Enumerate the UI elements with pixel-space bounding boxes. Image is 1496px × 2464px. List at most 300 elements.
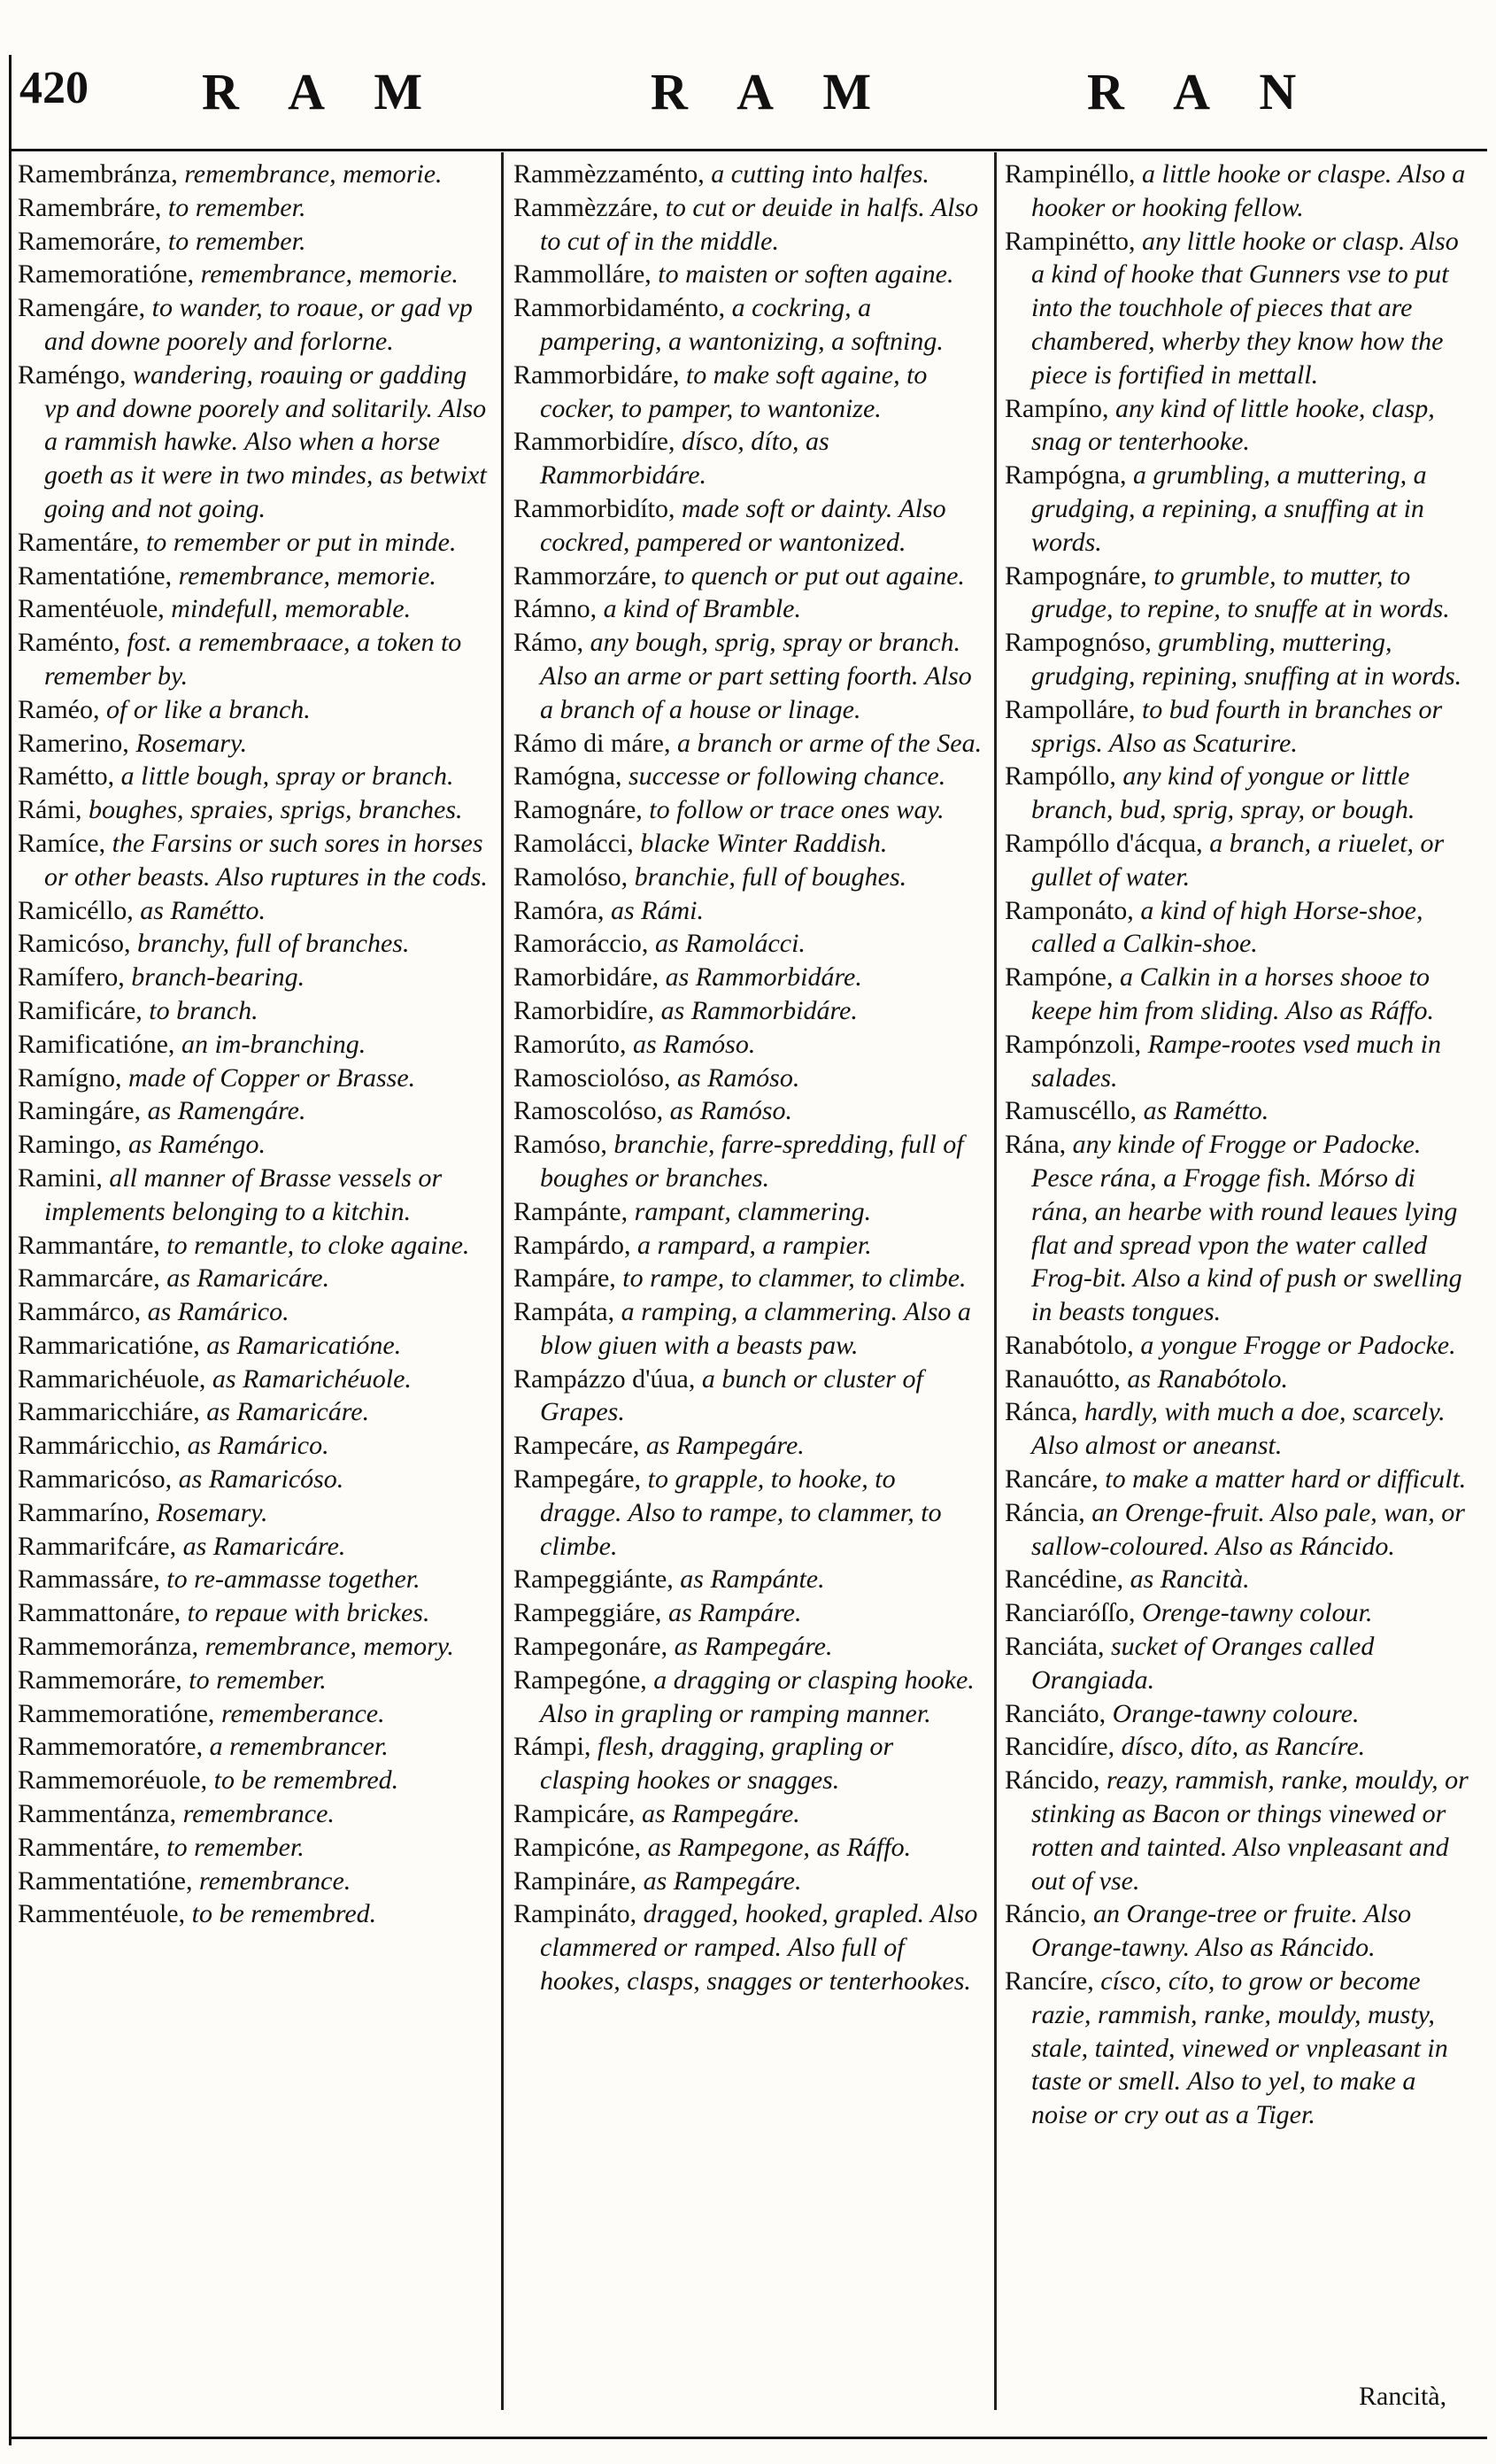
entry-headword: Rámpi,	[513, 1732, 591, 1762]
entry-definition: an Orange-tree or fruite. Also Orange-tawny. Also as Ráncido.	[1031, 1899, 1412, 1963]
running-head-left: R A M	[202, 63, 443, 120]
dictionary-entry	[1005, 961, 1478, 1028]
entry-headword: Rammassáre,	[18, 1564, 160, 1595]
entry-headword: Ráncio,	[1005, 1899, 1087, 1929]
entry-definition: to remantle, to cloke againe.	[159, 1230, 470, 1260]
entry-definition: a kind of Bramble.	[597, 594, 801, 624]
entry-definition: císco, cíto, to grow or become razie, rammish, ranke, mouldy, musty, stale, tainted, vinewed or vnpleasant in taste or smell. Also to yel, to make a noise or cry out as a Tiger.	[1031, 1966, 1448, 2130]
running-head-center: R A M	[651, 63, 891, 120]
dictionary-entry	[18, 1530, 491, 1564]
entry-definition: a kind of high Horse-shoe, called a Calkin-shoe.	[1031, 895, 1423, 959]
dictionary-entry	[513, 1630, 983, 1664]
dictionary-entry	[18, 1831, 491, 1865]
entry-definition: sucket of Oranges called Orangiada.	[1031, 1632, 1375, 1695]
dictionary-entry	[18, 693, 491, 727]
dictionary-entry	[18, 1329, 491, 1363]
dictionary-entry	[1005, 1764, 1478, 1897]
dictionary-entry	[513, 1295, 983, 1363]
entry-definition: to rampe, to clammer, to climbe.	[615, 1263, 967, 1294]
entry-definition: rememberance.	[214, 1698, 385, 1728]
entry-headword: Rammáricchio,	[18, 1431, 181, 1461]
entry-definition: as Rammorbidáre.	[654, 995, 858, 1025]
entry-headword: Rampináto,	[513, 1899, 637, 1929]
entry-headword: Ramentatióne,	[18, 560, 173, 591]
entry-headword: Ramóra,	[513, 895, 605, 925]
entry-headword: Ramicóso,	[18, 929, 131, 959]
dictionary-entry	[1005, 1329, 1478, 1363]
entry-headword: Rampecáre,	[513, 1431, 640, 1461]
entry-headword: Rampegóne,	[513, 1665, 647, 1695]
catchword: Rancità,	[1359, 2382, 1447, 2411]
entry-definition: as Rampegáre.	[636, 1865, 802, 1896]
dictionary-entry	[18, 1094, 491, 1128]
entry-definition: a remembrancer.	[203, 1732, 389, 1762]
entry-definition: dragged, hooked, grapled. Also clammered or ramped. Also full of hookes, clasps, snagges or tenterhookes.	[540, 1899, 978, 1997]
entry-headword: Ramentáre,	[18, 527, 140, 557]
entry-headword: Rammaricóso,	[18, 1464, 173, 1495]
entry-definition: dísco, díto, as Rancíre.	[1114, 1732, 1366, 1762]
entry-definition: made of Copper or Brasse.	[121, 1062, 416, 1093]
header-rule	[9, 149, 1487, 151]
entry-headword: Rámi,	[18, 795, 82, 825]
entry-headword: Rammentánza,	[18, 1799, 177, 1829]
entry-definition: to make a matter hard or difficult.	[1098, 1464, 1467, 1495]
entry-headword: Ránca,	[1005, 1397, 1078, 1427]
dictionary-entry	[513, 1229, 983, 1263]
entry-headword: Ramentéuole,	[18, 594, 165, 624]
dictionary-entry	[513, 626, 983, 726]
entry-headword: Rammemoránza,	[18, 1632, 199, 1662]
running-head-right: R A N	[1087, 63, 1316, 120]
dictionary-entry	[18, 927, 491, 961]
dictionary-entry	[18, 258, 491, 291]
entry-headword: Rampárdo,	[513, 1230, 631, 1260]
dictionary-entry	[513, 1865, 983, 1898]
dictionary-entry	[18, 994, 491, 1028]
entry-definition: remembrance, memorie.	[172, 560, 436, 591]
entry-headword: Rampeggiáre,	[513, 1598, 662, 1628]
entry-definition: a Calkin in a horses shooe to keepe him from sliding. Also as Ráffo.	[1031, 962, 1434, 1025]
page-border-left	[9, 55, 12, 2445]
dictionary-entry	[18, 1730, 491, 1764]
entry-headword: Rammantáre,	[18, 1230, 160, 1260]
entry-headword: Ramemoráre,	[18, 226, 162, 256]
entry-definition: mindefull, memorable.	[164, 594, 412, 624]
entry-headword: Ramembráre,	[18, 192, 162, 222]
dictionary-entry	[1005, 1965, 1478, 2132]
entry-headword: Raméngo,	[18, 359, 127, 390]
entry-headword: Rampóllo d'ácqua,	[1005, 828, 1203, 858]
entry-headword: Rampázzo d'úua,	[513, 1363, 696, 1394]
entry-definition: branchy, full of branches.	[130, 929, 410, 959]
column-divider-2	[994, 152, 997, 2410]
dictionary-entry	[513, 1028, 983, 1062]
entry-headword: Rampinéllo,	[1005, 159, 1136, 189]
dictionary-entry	[18, 1062, 491, 1095]
entry-headword: Rampognóso,	[1005, 628, 1152, 658]
entry-headword: Rammaricchiáre,	[18, 1397, 200, 1427]
dictionary-entry	[18, 626, 491, 693]
entry-definition: to maisten or soften againe.	[651, 259, 954, 290]
entry-headword: Rampognáre,	[1005, 560, 1147, 591]
entry-headword: Ramíce,	[18, 828, 106, 858]
entry-headword: Rammemoréuole,	[18, 1765, 208, 1796]
entry-definition: as Ramaricáre.	[159, 1263, 330, 1294]
dictionary-entry	[1005, 693, 1478, 761]
entry-definition: to remember or put in minde.	[139, 527, 457, 557]
dictionary-entry	[1005, 158, 1478, 225]
entry-headword: Ráncido,	[1005, 1765, 1100, 1796]
entry-headword: Rammèzzaménto,	[513, 159, 705, 189]
entry-headword: Rammemoratóre,	[18, 1732, 204, 1762]
entry-definition: to bud fourth in branches or sprigs. Also as Scaturire.	[1031, 694, 1443, 758]
dictionary-entry	[513, 861, 983, 894]
entry-definition: as Ramétto.	[1137, 1096, 1269, 1126]
dictionary-entry	[18, 1563, 491, 1596]
entry-definition: made soft or dainty. Also cockred, pampered or wantonized.	[540, 493, 946, 557]
dictionary-entry	[1005, 1697, 1478, 1731]
dictionary-entry	[513, 560, 983, 593]
entry-definition: as Ramarichéuole.	[205, 1363, 412, 1394]
dictionary-entry	[1005, 1128, 1478, 1329]
entry-definition: as Rámi.	[604, 895, 704, 925]
entry-headword: Rammárco,	[18, 1297, 142, 1327]
entry-definition: as Ramóso.	[663, 1096, 793, 1126]
dictionary-entry	[513, 1195, 983, 1229]
dictionary-entry	[18, 560, 491, 593]
dictionary-entry	[18, 1596, 491, 1630]
entry-definition: as Ramaricáre.	[199, 1397, 370, 1427]
dictionary-entry	[18, 592, 491, 626]
column-1	[18, 158, 491, 1931]
dictionary-entry	[18, 526, 491, 560]
entry-definition: a branch, a riuelet, or gullet of water.	[1031, 828, 1445, 892]
entry-definition: a bunch or cluster of Grapes.	[540, 1363, 923, 1427]
entry-headword: Ramorbidáre,	[513, 962, 659, 993]
dictionary-entry	[18, 1229, 491, 1263]
entry-headword: Rammaricatióne,	[18, 1330, 200, 1360]
entry-headword: Rammentáre,	[18, 1832, 160, 1862]
dictionary-entry	[18, 827, 491, 894]
dictionary-entry	[513, 1429, 983, 1463]
entry-definition: remembrance, memory.	[198, 1632, 454, 1662]
entry-headword: Rammorbidíre,	[513, 427, 675, 457]
entry-headword: Rampináre,	[513, 1865, 637, 1896]
entry-headword: Ramorbidíre,	[513, 995, 655, 1025]
entry-definition: Orange-tawny coloure.	[1106, 1698, 1360, 1728]
dictionary-entry	[18, 894, 491, 928]
entry-definition: Rampe-rootes vsed much in salades.	[1031, 1029, 1441, 1093]
entry-headword: Rammentéuole,	[18, 1899, 186, 1929]
entry-definition: a ramping, a clammering. Also a blow giuen with a beasts paw.	[540, 1297, 971, 1360]
dictionary-entry	[18, 793, 491, 827]
entry-headword: Ramolácci,	[513, 828, 634, 858]
dictionary-entry	[18, 1429, 491, 1463]
column-divider-1	[501, 152, 504, 2410]
dictionary-entry	[513, 827, 983, 861]
column-2	[513, 158, 983, 1998]
entry-definition: as Rampegáre.	[667, 1632, 833, 1662]
entry-definition: a yongue Frogge or Padocke.	[1133, 1330, 1456, 1360]
dictionary-entry	[18, 1162, 491, 1229]
entry-definition: branchie, full of boughes.	[628, 861, 907, 892]
entry-definition: any kinde of Frogge or Padocke. Pesce rána, a Frogge fish. Mórso di rána, an hearbe with round leaues lying flat and spread vpon the water called Frog-bit. Also a kind of push or swelling in beasts tongues.	[1031, 1130, 1462, 1327]
dictionary-entry	[513, 359, 983, 426]
entry-headword: Ramígno,	[18, 1062, 122, 1093]
entry-headword: Ranciáta,	[1005, 1632, 1105, 1662]
dictionary-entry	[18, 291, 491, 359]
dictionary-entry	[513, 1563, 983, 1596]
entry-definition: as Rancità.	[1123, 1564, 1250, 1595]
entry-headword: Ráncia,	[1005, 1497, 1085, 1527]
entry-headword: Rammorbidíto,	[513, 493, 675, 523]
dictionary-entry	[1005, 1363, 1478, 1396]
entry-definition: as Ramétto.	[133, 895, 266, 925]
entry-headword: Ramificatióne,	[18, 1029, 175, 1059]
dictionary-entry	[1005, 760, 1478, 827]
entry-definition: as Rampánte.	[673, 1564, 825, 1595]
dictionary-entry	[513, 291, 983, 359]
entry-headword: Ramoscolóso,	[513, 1096, 664, 1126]
column-3	[1005, 158, 1478, 2132]
entry-definition: to follow or trace ones way.	[642, 795, 945, 825]
dictionary-entry	[513, 760, 983, 793]
dictionary-entry	[513, 1062, 983, 1095]
dictionary-entry	[1005, 827, 1478, 894]
entry-headword: Ramuscéllo,	[1005, 1096, 1137, 1126]
entry-definition: a branch or arme of the Sea.	[670, 728, 983, 758]
dictionary-entry	[513, 1831, 983, 1865]
entry-definition: blacke Winter Raddish.	[633, 828, 888, 858]
entry-definition: to grapple, to hooke, to dragge. Also to rampe, to clammer, to climbe.	[540, 1464, 942, 1561]
entry-headword: Ramingo,	[18, 1130, 122, 1160]
entry-definition: branch-bearing.	[124, 962, 305, 993]
entry-definition: as Rampegáre.	[635, 1799, 800, 1829]
entry-definition: as Rampegone, as Ráffo.	[641, 1832, 912, 1862]
entry-definition: to wander, to roaue, or gad vp and downe poorely and forlorne.	[44, 293, 473, 356]
dictionary-entry	[513, 727, 983, 761]
entry-headword: Ramingáre,	[18, 1096, 142, 1126]
entry-definition: successe or following chance.	[621, 761, 946, 792]
dictionary-entry	[1005, 392, 1478, 460]
entry-headword: Ranabótolo,	[1005, 1330, 1134, 1360]
entry-headword: Ramífero,	[18, 962, 125, 993]
entry-definition: to branch.	[142, 995, 258, 1025]
entry-headword: Ramponáto,	[1005, 895, 1134, 925]
dictionary-entry	[18, 1496, 491, 1530]
entry-definition: a little bough, spray or branch.	[114, 761, 454, 792]
entry-definition: as Ramengáre.	[141, 1096, 306, 1126]
entry-headword: Rampánte,	[513, 1196, 628, 1226]
entry-definition: to make soft againe, to cocker, to pamper, to wantonize.	[540, 359, 928, 423]
entry-headword: Rampíno,	[1005, 393, 1109, 423]
dictionary-entry	[513, 258, 983, 291]
dictionary-entry	[1005, 1596, 1478, 1630]
entry-definition: as Rampáre.	[661, 1598, 802, 1628]
dictionary-entry	[1005, 1028, 1478, 1095]
entry-headword: Raméo,	[18, 694, 100, 724]
dictionary-entry	[18, 1262, 491, 1295]
entry-definition: to be remembred.	[185, 1899, 377, 1929]
entry-definition: the Farsins or such sores in horses or other beasts. Also ruptures in the cods.	[44, 828, 488, 892]
entry-headword: Ramoráccio,	[513, 929, 649, 959]
entry-headword: Rampicáre,	[513, 1799, 636, 1829]
entry-headword: Ramengáre,	[18, 293, 146, 323]
entry-headword: Rampeggiánte,	[513, 1564, 674, 1595]
dictionary-entry	[18, 1797, 491, 1831]
entry-definition: as Rammorbidáre.	[659, 962, 862, 993]
entry-definition: a cutting into halfes.	[704, 159, 929, 189]
dictionary-entry	[1005, 560, 1478, 627]
dictionary-entry	[18, 1897, 491, 1931]
entry-definition: to remember.	[161, 192, 306, 222]
entry-definition: grumbling, muttering, grudging, repining, snuffing at in words.	[1031, 628, 1462, 691]
entry-definition: a grumbling, a muttering, a grudging, a repining, a snuffing at in words.	[1031, 460, 1427, 557]
dictionary-entry	[513, 927, 983, 961]
entry-definition: an Orenge-fruit. Also pale, wan, or sallow-coloured. Also as Ráncido.	[1031, 1497, 1465, 1561]
entry-definition: flesh, dragging, grapling or clasping hookes or snagges.	[540, 1732, 894, 1796]
entry-headword: Rámo,	[513, 628, 584, 658]
entry-headword: Rampóne,	[1005, 962, 1114, 993]
entry-headword: Rammentatióne,	[18, 1865, 193, 1896]
entry-headword: Rampóllo,	[1005, 761, 1116, 792]
entry-headword: Ranciáto,	[1005, 1698, 1107, 1728]
entry-definition: Orenge-tawny colour.	[1135, 1598, 1373, 1628]
entry-headword: Rammorbidaménto,	[513, 293, 726, 323]
entry-headword: Ramerino,	[18, 728, 129, 758]
entry-headword: Ramemoratióne,	[18, 259, 195, 290]
dictionary-entry	[513, 191, 983, 259]
dictionary-entry	[1005, 225, 1478, 392]
dictionary-entry	[18, 1664, 491, 1697]
entry-headword: Ramini,	[18, 1162, 103, 1193]
dictionary-entry	[513, 1664, 983, 1731]
entry-headword: Ramolóso,	[513, 861, 628, 892]
entry-definition: a dragging or clasping hooke. Also in grapling or ramping manner.	[540, 1665, 975, 1728]
entry-headword: Raménto,	[18, 628, 120, 658]
dictionary-entry	[18, 961, 491, 994]
dictionary-entry	[1005, 626, 1478, 693]
entry-headword: Rammarifcáre,	[18, 1531, 177, 1561]
dictionary-entry	[513, 961, 983, 994]
entry-definition: as Ramaricáre.	[176, 1531, 346, 1561]
entry-headword: Rancidíre,	[1005, 1732, 1115, 1762]
dictionary-entry	[513, 1262, 983, 1295]
dictionary-entry	[1005, 1730, 1478, 1764]
entry-headword: Rancíre,	[1005, 1966, 1094, 1997]
dictionary-entry	[18, 727, 491, 761]
entry-definition: any kind of yongue or little branch, bud, sprig, spray, or bough.	[1031, 761, 1415, 825]
entry-headword: Rammarcáre,	[18, 1263, 160, 1294]
entry-definition: as Ramárico.	[141, 1297, 289, 1327]
dictionary-entry	[18, 225, 491, 259]
dictionary-entry	[18, 359, 491, 526]
entry-headword: Rámo di máre,	[513, 728, 671, 758]
entry-headword: Rampáta,	[513, 1297, 615, 1327]
entry-headword: Rampónzoli,	[1005, 1029, 1142, 1059]
entry-headword: Rammemoratióne,	[18, 1698, 215, 1728]
dictionary-entry	[513, 1730, 983, 1797]
entry-definition: to grumble, to mutter, to grudge, to repine, to snuffe at in words.	[1031, 560, 1450, 624]
entry-headword: Ramificáre,	[18, 995, 143, 1025]
dictionary-entry	[1005, 1094, 1478, 1128]
entry-definition: to be remembred.	[207, 1765, 399, 1796]
dictionary-entry	[18, 1764, 491, 1797]
dictionary-entry	[18, 1363, 491, 1396]
entry-headword: Rána,	[1005, 1130, 1067, 1160]
entry-headword: Rammèzzáre,	[513, 192, 659, 222]
entry-definition: as Ramóso.	[626, 1029, 756, 1059]
entry-definition: as Ramaricóso.	[172, 1464, 344, 1495]
dictionary-entry	[18, 1028, 491, 1062]
entry-headword: Rammemoráre,	[18, 1665, 182, 1695]
entry-definition: dísco, díto, as Rammorbidáre.	[540, 427, 829, 490]
entry-headword: Rampáre,	[513, 1263, 616, 1294]
entry-headword: Ramóso,	[513, 1130, 607, 1160]
entry-headword: Rámno,	[513, 594, 598, 624]
dictionary-entry	[1005, 1563, 1478, 1596]
entry-headword: Ramembránza,	[18, 159, 178, 189]
entry-headword: Ranauótto,	[1005, 1363, 1121, 1394]
entry-definition: remembrance, memorie.	[194, 259, 459, 290]
entry-headword: Rampógna,	[1005, 460, 1127, 490]
entry-definition: a rampard, a rampier.	[630, 1230, 872, 1260]
dictionary-entry	[18, 1295, 491, 1329]
entry-definition: as Raméngo.	[121, 1130, 266, 1160]
page-number: 420	[19, 63, 89, 113]
dictionary-entry	[18, 1697, 491, 1731]
entry-headword: Ranciaróſſo,	[1005, 1598, 1136, 1628]
entry-headword: Ramognáre,	[513, 795, 643, 825]
entry-definition: as Ramaricatióne.	[199, 1330, 402, 1360]
entry-headword: Rammaríno,	[18, 1497, 150, 1527]
dictionary-entry	[513, 894, 983, 928]
entry-definition: to repaue with brickes.	[181, 1598, 430, 1628]
entry-headword: Rancáre,	[1005, 1464, 1099, 1495]
dictionary-entry	[513, 793, 983, 827]
entry-definition: any little hooke or clasp. Also a kind of hooke that Gunners vse to put into the touchhole of pieces that are chambered, wherby they know how the piece is fortified in mettall.	[1031, 226, 1459, 390]
entry-headword: Ramógna,	[513, 761, 622, 792]
dictionary-entry	[513, 158, 983, 191]
entry-definition: Rosemary.	[150, 1497, 268, 1527]
entry-definition: a cockring, a pampering, a wantonizing, a softning.	[540, 293, 944, 356]
dictionary-entry	[513, 592, 983, 626]
dictionary-entry	[1005, 1897, 1478, 1965]
entry-definition: as Ramolácci.	[648, 929, 806, 959]
dictionary-entry	[18, 1630, 491, 1664]
entry-definition: fost. a remembraace, a token to remember by.	[44, 628, 462, 691]
entry-definition: reazy, rammish, ranke, mouldy, or stinking as Bacon or things vinewed or rotten and tainted. Also vnpleasant and out of vse.	[1031, 1765, 1469, 1896]
entry-definition: as Ramárico.	[181, 1431, 329, 1461]
entry-definition: Rosemary.	[128, 728, 248, 758]
entry-definition: as Ranabótolo.	[1120, 1363, 1288, 1394]
entry-definition: hardly, with much a doe, scarcely. Also almost or aneanst.	[1031, 1397, 1446, 1461]
entry-headword: Rampegáre,	[513, 1464, 642, 1495]
entry-definition: to re-ammasse together.	[159, 1564, 420, 1595]
dictionary-entry	[513, 425, 983, 492]
entry-definition: to remember.	[161, 226, 306, 256]
entry-headword: Ramicéllo,	[18, 895, 134, 925]
entry-headword: Rampinétto,	[1005, 226, 1136, 256]
dictionary-entry	[513, 1797, 983, 1831]
entry-definition: to remember.	[181, 1665, 327, 1695]
entry-definition: to quench or put out againe.	[657, 560, 965, 591]
entry-headword: Rammorzáre,	[513, 560, 658, 591]
entry-headword: Rammorbidáre,	[513, 359, 680, 390]
entry-headword: Rampegonáre,	[513, 1632, 668, 1662]
dictionary-entry	[18, 1395, 491, 1429]
entry-definition: a little hooke or claspe. Also a hooker or hooking fellow.	[1031, 159, 1466, 222]
